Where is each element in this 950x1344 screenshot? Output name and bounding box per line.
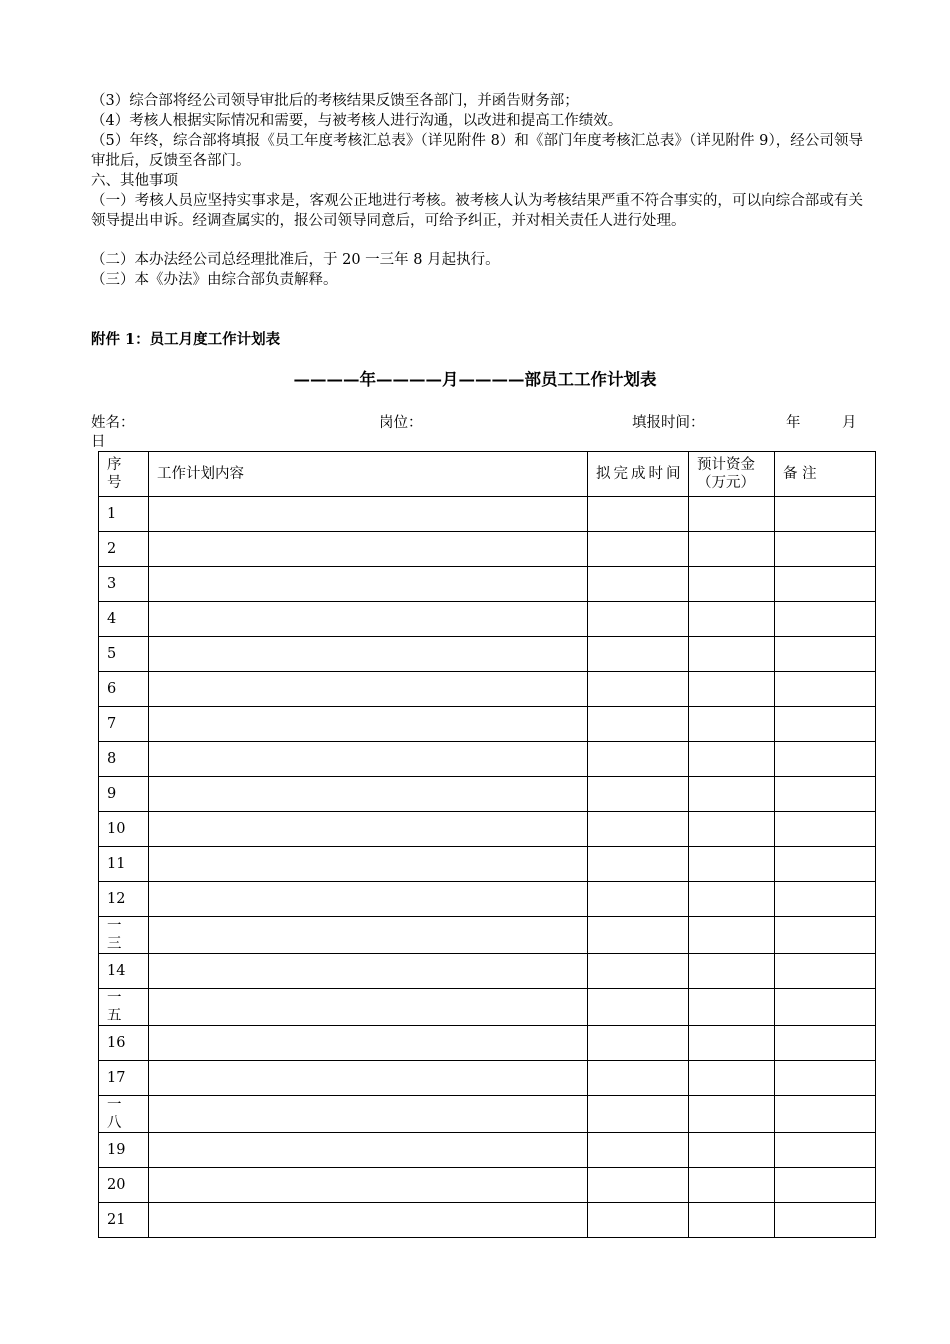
deadline-cell[interactable] [588, 1026, 689, 1061]
budget-cell[interactable] [689, 602, 775, 637]
fill-time-label: 填报时间： [632, 415, 705, 431]
table-row [99, 497, 876, 532]
content-cell[interactable] [149, 707, 588, 742]
day-label: 日 [91, 434, 106, 450]
row-index: 3 [99, 567, 149, 602]
table-row [99, 567, 876, 602]
budget-cell[interactable] [689, 882, 775, 917]
budget-cell[interactable] [689, 812, 775, 847]
work-plan-table [98, 451, 876, 1238]
deadline-cell[interactable] [588, 847, 689, 882]
row-index: 6 [99, 672, 149, 707]
row-index: 11 [99, 847, 149, 882]
table-row [99, 1061, 876, 1096]
table-row [99, 989, 876, 1026]
section-heading: 六、其他事项 [91, 173, 178, 189]
table-row [99, 882, 876, 917]
table-row [99, 1203, 876, 1238]
content-cell[interactable] [149, 917, 588, 954]
row-index: 7 [99, 707, 149, 742]
remarks-cell[interactable] [775, 1168, 876, 1203]
remarks-cell[interactable] [775, 637, 876, 672]
row-index: 8 [99, 742, 149, 777]
table-row [99, 532, 876, 567]
table-row [99, 1096, 876, 1133]
month-label: 月 [842, 415, 857, 431]
row-index: 9 [99, 777, 149, 812]
table-row [99, 742, 876, 777]
remarks-cell[interactable] [775, 777, 876, 812]
column-header-index: 序号 [99, 452, 149, 497]
content-cell[interactable] [149, 847, 588, 882]
row-index: 5 [99, 637, 149, 672]
remarks-cell[interactable] [775, 1026, 876, 1061]
budget-cell[interactable] [689, 1096, 775, 1133]
column-header-content: 工作计划内容 [149, 452, 588, 497]
table-row [99, 1026, 876, 1061]
budget-cell[interactable] [689, 567, 775, 602]
paragraph: （4）考核人根据实际情况和需要，与被考核人进行沟通，以改进和提高工作绩效。 [91, 113, 623, 129]
deadline-cell[interactable] [588, 989, 689, 1026]
row-index: 14 [99, 954, 149, 989]
content-cell[interactable] [149, 1096, 588, 1133]
content-cell[interactable] [149, 532, 588, 567]
deadline-cell[interactable] [588, 1096, 689, 1133]
content-cell[interactable] [149, 812, 588, 847]
table-row [99, 777, 876, 812]
remarks-cell[interactable] [775, 989, 876, 1026]
content-cell[interactable] [149, 672, 588, 707]
deadline-cell[interactable] [588, 1168, 689, 1203]
row-index: 1 [99, 497, 149, 532]
remarks-cell[interactable] [775, 532, 876, 567]
row-index: 20 [99, 1168, 149, 1203]
column-header-remarks: 备 注 [775, 452, 876, 497]
content-cell[interactable] [149, 567, 588, 602]
budget-cell[interactable] [689, 917, 775, 954]
remarks-cell[interactable] [775, 672, 876, 707]
budget-cell[interactable] [689, 1061, 775, 1096]
table-row [99, 847, 876, 882]
row-index: 10 [99, 812, 149, 847]
content-cell[interactable] [149, 1133, 588, 1168]
budget-cell[interactable] [689, 777, 775, 812]
table-header-row [99, 452, 876, 497]
deadline-cell[interactable] [588, 882, 689, 917]
table-row [99, 917, 876, 954]
content-cell[interactable] [149, 1061, 588, 1096]
table-row [99, 1168, 876, 1203]
budget-cell[interactable] [689, 1203, 775, 1238]
budget-cell[interactable] [689, 847, 775, 882]
remarks-cell[interactable] [775, 1096, 876, 1133]
content-cell[interactable] [149, 882, 588, 917]
paragraph: （三）本《办法》由综合部负责解释。 [91, 272, 338, 288]
deadline-cell[interactable] [588, 602, 689, 637]
content-cell[interactable] [149, 602, 588, 637]
budget-cell[interactable] [689, 1168, 775, 1203]
deadline-cell[interactable] [588, 777, 689, 812]
row-index: 2 [99, 532, 149, 567]
remarks-cell[interactable] [775, 1203, 876, 1238]
deadline-cell[interactable] [588, 497, 689, 532]
row-index: 一八 [99, 1096, 149, 1133]
remarks-cell[interactable] [775, 742, 876, 777]
content-cell[interactable] [149, 989, 588, 1026]
content-cell[interactable] [149, 1168, 588, 1203]
deadline-cell[interactable] [588, 1133, 689, 1168]
column-header-budget: 预计资金（万元） [689, 452, 775, 497]
row-index: 16 [99, 1026, 149, 1061]
paragraph: （一）考核人员应坚持实事求是，客观公正地进行考核。被考核人认为考核结果严重不符合事实的，可以向综合部或有关领导提出申诉。经调查属实的，报公司领导同意后，可给予纠正，并对相关责任人进行处理。 [91, 193, 863, 229]
deadline-cell[interactable] [588, 954, 689, 989]
table-row [99, 707, 876, 742]
content-cell[interactable] [149, 777, 588, 812]
deadline-cell[interactable] [588, 532, 689, 567]
table-row [99, 672, 876, 707]
budget-cell[interactable] [689, 954, 775, 989]
table-row [99, 954, 876, 989]
remarks-cell[interactable] [775, 812, 876, 847]
row-index: 19 [99, 1133, 149, 1168]
content-cell[interactable] [149, 742, 588, 777]
content-cell[interactable] [149, 497, 588, 532]
row-index: 12 [99, 882, 149, 917]
form-title: ————年————月————部员工工作计划表 [293, 370, 657, 389]
table-row [99, 812, 876, 847]
row-index: 一三 [99, 917, 149, 954]
table-row [99, 1133, 876, 1168]
budget-cell[interactable] [689, 637, 775, 672]
row-index: 17 [99, 1061, 149, 1096]
budget-cell[interactable] [689, 742, 775, 777]
table-body [99, 497, 876, 1238]
deadline-cell[interactable] [588, 567, 689, 602]
budget-cell[interactable] [689, 989, 775, 1026]
content-cell[interactable] [149, 1203, 588, 1238]
row-index: 21 [99, 1203, 149, 1238]
year-label: 年 [786, 415, 801, 431]
deadline-cell[interactable] [588, 1203, 689, 1238]
column-header-deadline: 拟完成时间 [588, 452, 689, 497]
table-row [99, 602, 876, 637]
content-cell[interactable] [149, 637, 588, 672]
remarks-cell[interactable] [775, 882, 876, 917]
remarks-cell[interactable] [775, 497, 876, 532]
deadline-cell[interactable] [588, 917, 689, 954]
position-label: 岗位： [379, 415, 423, 431]
deadline-cell[interactable] [588, 1061, 689, 1096]
paragraph: （二）本办法经公司总经理批准后，于 20 一三年 8 月起执行。 [91, 252, 500, 268]
deadline-cell[interactable] [588, 742, 689, 777]
budget-cell[interactable] [689, 532, 775, 567]
paragraph: （3）综合部将经公司领导审批后的考核结果反馈至各部门，并函告财务部； [91, 93, 579, 109]
deadline-cell[interactable] [588, 637, 689, 672]
paragraph: （5）年终，综合部将填报《员工年度考核汇总表》（详见附件 8）和《部门年度考核汇总表》（详见附件 9），经公司领导审批后，反馈至各部门。 [91, 133, 863, 169]
remarks-cell[interactable] [775, 1061, 876, 1096]
row-index: 4 [99, 602, 149, 637]
content-cell[interactable] [149, 954, 588, 989]
remarks-cell[interactable] [775, 1133, 876, 1168]
budget-cell[interactable] [689, 1026, 775, 1061]
deadline-cell[interactable] [588, 812, 689, 847]
remarks-cell[interactable] [775, 847, 876, 882]
table-row [99, 637, 876, 672]
remarks-cell[interactable] [775, 954, 876, 989]
budget-cell[interactable] [689, 672, 775, 707]
deadline-cell[interactable] [588, 707, 689, 742]
budget-cell[interactable] [689, 497, 775, 532]
row-index: 一五 [99, 989, 149, 1026]
budget-cell[interactable] [689, 707, 775, 742]
deadline-cell[interactable] [588, 672, 689, 707]
remarks-cell[interactable] [775, 917, 876, 954]
attachment-title: 附件 1：员工月度工作计划表 [91, 331, 281, 348]
remarks-cell[interactable] [775, 602, 876, 637]
remarks-cell[interactable] [775, 567, 876, 602]
name-label: 姓名： [91, 415, 135, 431]
content-cell[interactable] [149, 1026, 588, 1061]
budget-cell[interactable] [689, 1133, 775, 1168]
remarks-cell[interactable] [775, 707, 876, 742]
